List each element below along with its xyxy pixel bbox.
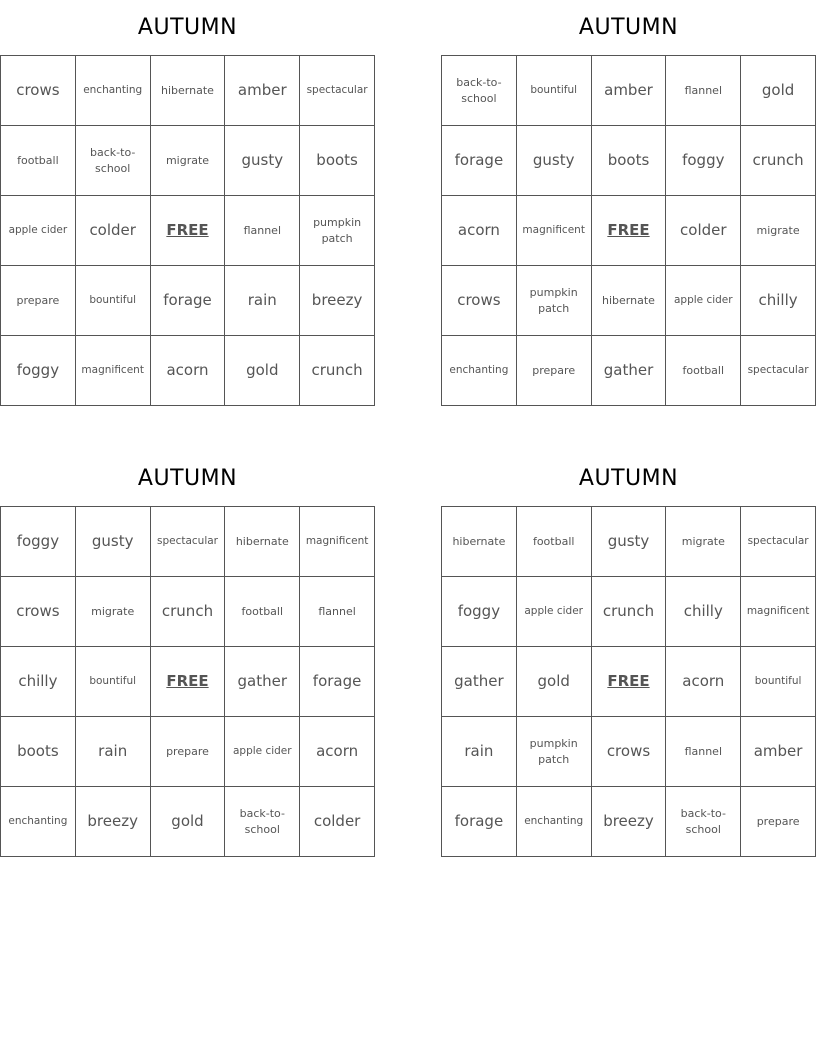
cell-word: football xyxy=(532,534,575,548)
cell-word: chilly xyxy=(18,672,58,690)
cell-word: gather xyxy=(454,672,504,690)
cell-word: gold xyxy=(761,81,795,99)
bingo-cell xyxy=(1,196,76,266)
cell-word: FREE xyxy=(607,221,650,239)
bingo-cell xyxy=(1,56,76,126)
cell-word: football xyxy=(682,363,725,377)
cell-word: forage xyxy=(312,672,362,690)
bingo-cell xyxy=(666,266,741,336)
bingo-cell xyxy=(76,266,151,336)
card-title: AUTUMN xyxy=(137,466,238,491)
bingo-cell xyxy=(442,56,517,126)
bingo-cell xyxy=(517,126,592,196)
bingo-cell xyxy=(741,336,816,406)
cell-word: rain xyxy=(464,742,494,760)
cell-word: enchanting xyxy=(449,364,509,377)
bingo-cell xyxy=(1,126,76,196)
bingo-cell xyxy=(741,717,816,787)
bingo-cell xyxy=(442,266,517,336)
bingo-cell xyxy=(442,717,517,787)
cell-word: amber xyxy=(753,742,803,760)
bingo-cell xyxy=(592,126,667,196)
bingo-cell xyxy=(225,196,300,266)
cell-word: crunch xyxy=(311,361,363,379)
cell-word: breezy xyxy=(87,812,138,830)
cell-word: crows xyxy=(457,291,501,309)
cell-word: crunch xyxy=(161,602,214,620)
cell-word: boots xyxy=(607,151,650,169)
cell-word: crows xyxy=(606,742,651,760)
bingo-cell xyxy=(666,647,741,717)
cell-word: FREE xyxy=(166,672,209,690)
bingo-cell xyxy=(1,787,76,857)
bingo-cell xyxy=(666,507,741,577)
cell-word: breezy xyxy=(603,812,654,830)
bingo-cell xyxy=(225,336,300,406)
bingo-cell xyxy=(151,56,226,126)
bingo-cell xyxy=(741,647,816,717)
cell-word: back-to-school xyxy=(239,807,285,836)
bingo-cell xyxy=(225,787,300,857)
bingo-cell xyxy=(442,787,517,857)
cell-word: gold xyxy=(246,361,279,379)
free-space xyxy=(592,196,667,266)
bingo-cell xyxy=(592,577,667,647)
cell-word: gusty xyxy=(91,532,134,550)
cell-word: enchanting xyxy=(8,815,68,828)
bingo-card-4 xyxy=(441,451,816,857)
bingo-cell xyxy=(76,56,151,126)
cell-word: crunch xyxy=(752,151,804,169)
bingo-cell xyxy=(76,336,151,406)
free-space xyxy=(592,647,667,717)
cell-word: boots xyxy=(17,742,59,760)
cell-word: prepare xyxy=(166,744,209,758)
bingo-cell xyxy=(76,647,151,717)
cell-word: migrate xyxy=(681,534,725,548)
bingo-cell xyxy=(442,336,517,406)
cell-word: flannel xyxy=(318,604,356,618)
cell-word: pumpkin patch xyxy=(529,286,578,315)
cell-word: rain xyxy=(247,291,277,309)
bingo-cell xyxy=(300,577,375,647)
cell-word: chilly xyxy=(683,602,723,620)
cell-word: gather xyxy=(237,672,288,690)
bingo-cell xyxy=(225,717,300,787)
bingo-cell xyxy=(666,336,741,406)
cell-word: rain xyxy=(98,742,128,760)
bingo-cell xyxy=(741,577,816,647)
bingo-cell xyxy=(741,56,816,126)
cell-word: pumpkin patch xyxy=(313,216,362,245)
cell-word: enchanting xyxy=(83,84,143,97)
bingo-cell xyxy=(442,577,517,647)
bingo-cell xyxy=(1,336,76,406)
cell-word: colder xyxy=(313,812,361,830)
bingo-cell xyxy=(517,196,592,266)
cell-word: hibernate xyxy=(452,534,506,548)
bingo-cell xyxy=(592,336,667,406)
card-title: AUTUMN xyxy=(137,15,238,40)
bingo-cell xyxy=(741,507,816,577)
bingo-cell xyxy=(592,56,667,126)
bingo-cell xyxy=(225,56,300,126)
cell-word: hibernate xyxy=(161,83,214,97)
cell-word: prepare xyxy=(532,363,576,377)
cell-word: colder xyxy=(89,221,136,239)
bingo-cell xyxy=(517,507,592,577)
bingo-cell xyxy=(666,56,741,126)
cell-word: spectacular xyxy=(156,535,218,548)
bingo-cell xyxy=(225,126,300,196)
bingo-cell xyxy=(666,717,741,787)
bingo-cell xyxy=(300,647,375,717)
cell-word: magnificent xyxy=(305,535,369,548)
bingo-cell xyxy=(76,577,151,647)
cell-word: foggy xyxy=(457,602,501,620)
bingo-cell xyxy=(300,507,375,577)
bingo-cell xyxy=(151,787,226,857)
cell-word: football xyxy=(241,604,284,618)
cell-word: foggy xyxy=(16,532,60,550)
cell-word: hibernate xyxy=(235,534,289,548)
cell-word: magnificent xyxy=(81,364,144,377)
cell-word: acorn xyxy=(316,742,359,760)
free-space xyxy=(151,196,226,266)
cell-word: gusty xyxy=(241,151,284,169)
bingo-cell xyxy=(225,577,300,647)
cell-word: back-to-school xyxy=(680,807,726,836)
cell-word: gold xyxy=(537,672,570,690)
cell-word: hibernate xyxy=(602,293,655,307)
cell-word: flannel xyxy=(684,744,722,758)
bingo-card-2 xyxy=(441,0,816,406)
bingo-cell xyxy=(1,647,76,717)
bingo-cell xyxy=(300,717,375,787)
bingo-cell xyxy=(76,126,151,196)
bingo-cell xyxy=(300,196,375,266)
cell-word: prepare xyxy=(16,293,60,307)
bingo-cell xyxy=(151,577,226,647)
bingo-cell xyxy=(151,266,226,336)
bingo-cell xyxy=(517,647,592,717)
cell-word: flannel xyxy=(243,223,281,237)
cell-word: apple cider xyxy=(8,224,68,237)
cell-word: forage xyxy=(163,291,212,309)
bingo-cell xyxy=(666,577,741,647)
cell-word: foggy xyxy=(682,151,725,169)
cell-word: apple cider xyxy=(232,745,292,758)
free-space xyxy=(151,647,226,717)
bingo-grid xyxy=(441,506,816,857)
cell-word: back-to-school xyxy=(456,76,502,105)
cell-word: forage xyxy=(454,151,504,169)
cell-word: breezy xyxy=(311,291,363,309)
cell-word: enchanting xyxy=(524,815,584,828)
cell-word: crows xyxy=(16,81,60,99)
bingo-cell xyxy=(300,126,375,196)
bingo-cell xyxy=(151,717,226,787)
bingo-cell xyxy=(151,336,226,406)
cell-word: amber xyxy=(237,81,287,99)
cell-word: magnificent xyxy=(746,605,810,618)
cell-word: football xyxy=(17,153,59,167)
cell-word: acorn xyxy=(166,361,209,379)
cell-word: FREE xyxy=(607,672,650,690)
bingo-cell xyxy=(517,577,592,647)
bingo-cell xyxy=(76,787,151,857)
cell-word: apple cider xyxy=(673,294,733,307)
bingo-cell xyxy=(225,266,300,336)
bingo-cell xyxy=(666,126,741,196)
cell-word: bountiful xyxy=(89,675,137,688)
cell-word: spectacular xyxy=(747,535,809,548)
bingo-cell xyxy=(517,717,592,787)
bingo-cell xyxy=(741,126,816,196)
bingo-grid xyxy=(0,55,375,406)
bingo-cell xyxy=(151,507,226,577)
cell-word: flannel xyxy=(684,83,722,97)
bingo-cell xyxy=(442,507,517,577)
card-title: AUTUMN xyxy=(578,15,679,40)
bingo-cell xyxy=(592,787,667,857)
bingo-cell xyxy=(76,196,151,266)
cell-word: bountiful xyxy=(754,675,802,688)
cell-word: acorn xyxy=(457,221,500,239)
cell-word: crunch xyxy=(602,602,655,620)
bingo-cell xyxy=(76,507,151,577)
bingo-cell xyxy=(300,787,375,857)
bingo-cell xyxy=(76,717,151,787)
bingo-cell xyxy=(151,126,226,196)
bingo-card-3 xyxy=(0,451,375,857)
bingo-cell xyxy=(300,56,375,126)
cell-word: prepare xyxy=(756,814,800,828)
bingo-cell xyxy=(592,507,667,577)
cell-word: forage xyxy=(454,812,504,830)
bingo-grid xyxy=(441,55,816,406)
bingo-cell xyxy=(1,717,76,787)
bingo-cell xyxy=(225,647,300,717)
cell-word: migrate xyxy=(91,604,135,618)
cell-word: magnificent xyxy=(522,224,585,237)
bingo-cell xyxy=(300,266,375,336)
bingo-cell xyxy=(517,787,592,857)
cell-word: spectacular xyxy=(747,364,809,377)
cell-word: gusty xyxy=(607,532,650,550)
bingo-cell xyxy=(442,126,517,196)
cell-word: gusty xyxy=(532,151,575,169)
bingo-cell xyxy=(666,196,741,266)
cell-word: chilly xyxy=(758,291,798,309)
cell-word: spectacular xyxy=(306,84,368,97)
cell-word: migrate xyxy=(756,223,800,237)
bingo-cell xyxy=(741,787,816,857)
bingo-cell xyxy=(666,787,741,857)
cell-word: acorn xyxy=(682,672,725,690)
bingo-cell xyxy=(1,577,76,647)
cell-word: colder xyxy=(680,221,727,239)
bingo-cell xyxy=(517,56,592,126)
bingo-grid xyxy=(0,506,375,857)
cell-word: boots xyxy=(316,151,358,169)
cell-word: FREE xyxy=(166,221,209,239)
bingo-cell xyxy=(517,336,592,406)
bingo-cell xyxy=(592,266,667,336)
bingo-cell xyxy=(1,266,76,336)
cell-word: foggy xyxy=(16,361,60,379)
cell-word: crows xyxy=(16,602,60,620)
cell-word: bountiful xyxy=(530,84,578,97)
bingo-cell xyxy=(741,266,816,336)
cell-word: back-to-school xyxy=(90,146,136,175)
cell-word: gather xyxy=(603,361,654,379)
bingo-cell xyxy=(300,336,375,406)
bingo-cell xyxy=(741,196,816,266)
cell-word: apple cider xyxy=(524,605,583,618)
bingo-cell xyxy=(592,717,667,787)
cell-word: bountiful xyxy=(89,294,137,307)
bingo-cell xyxy=(225,507,300,577)
card-title: AUTUMN xyxy=(578,466,679,491)
bingo-cell xyxy=(517,266,592,336)
bingo-cell xyxy=(442,196,517,266)
cell-word: gold xyxy=(171,812,204,830)
cell-word: pumpkin patch xyxy=(529,737,578,766)
bingo-cell xyxy=(442,647,517,717)
cell-word: migrate xyxy=(165,153,210,167)
bingo-cell xyxy=(1,507,76,577)
bingo-card-1 xyxy=(0,0,375,406)
cell-word: amber xyxy=(604,81,653,99)
